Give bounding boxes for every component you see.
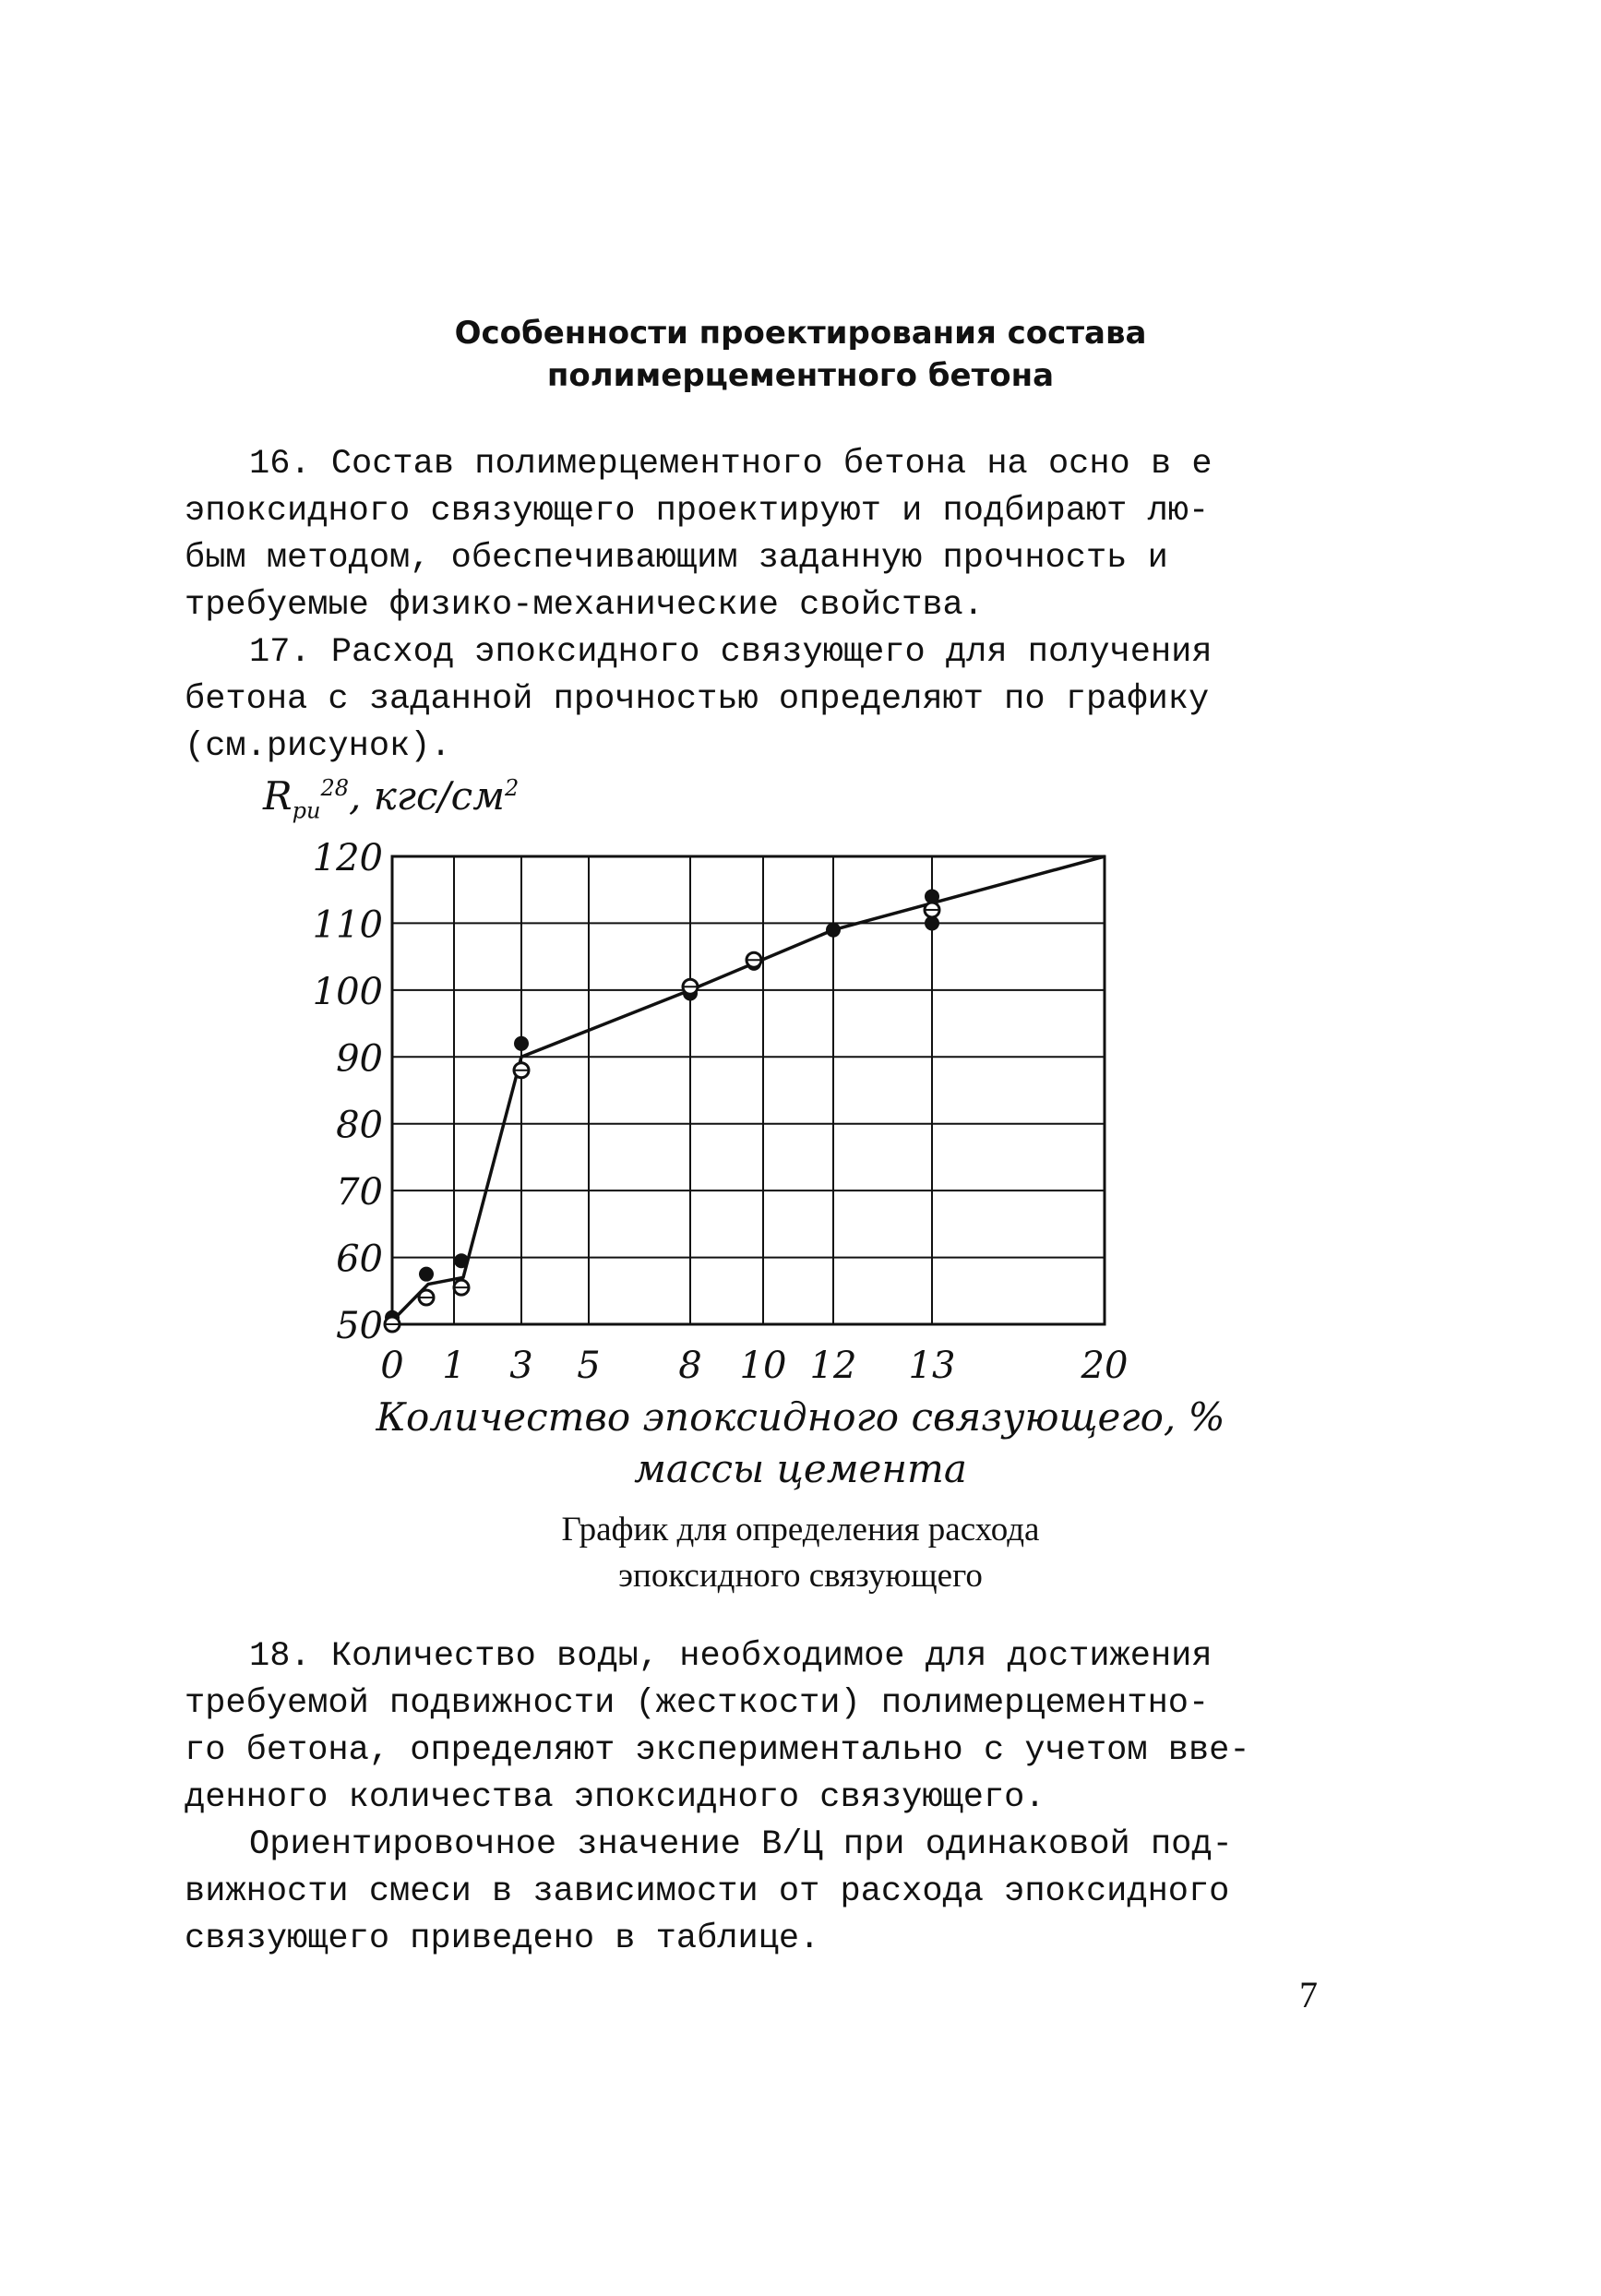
paragraph-16-line: эпоксидного связующего проектируют и подбирают лю- <box>185 492 1210 531</box>
plot-frame <box>392 856 1105 1324</box>
x-tick-label: 1 <box>442 1345 466 1387</box>
paragraph-16-line: требуемые физико-механические свойства. <box>185 586 984 625</box>
figure-caption-line-1: График для определения расхода <box>561 1511 1040 1549</box>
figure-caption-line-2: эпоксидного связующего <box>618 1557 983 1595</box>
data-point-filled <box>514 1036 529 1051</box>
paragraph-18-line: денного количества эпоксидного связующего. <box>185 1778 1045 1817</box>
x-axis-title-line-2: массы цемента <box>634 1446 967 1491</box>
data-point-filled <box>826 923 841 938</box>
figure-caption <box>0 1507 1601 1599</box>
x-tick-label: 10 <box>739 1345 787 1387</box>
paragraph-17-line: бетона с заданной прочностью определяют по графику <box>185 680 1210 719</box>
x-tick-label: 0 <box>380 1345 404 1387</box>
y-tick-label: 50 <box>336 1305 383 1347</box>
x-tick-label: 3 <box>509 1345 533 1387</box>
paragraph-16-line: 16. Состав полимерцементного бетона на осно в е <box>249 445 1213 484</box>
paragraph-18 <box>185 1633 1356 1822</box>
y-tick-label: 70 <box>336 1171 383 1214</box>
x-tick-label: 8 <box>678 1345 702 1387</box>
y-axis-unit-text: , кгс/см <box>349 773 506 819</box>
x-axis-title <box>0 1392 1601 1495</box>
section-title-line-1: Особенности проектирования состава <box>454 315 1147 352</box>
paragraph-19 <box>185 1822 1356 1963</box>
paragraph-19-line: вижности смеси в зависимости от расхода эпоксидного <box>185 1872 1230 1911</box>
data-point-filled <box>454 1253 469 1268</box>
paragraph-17-line: (см.рисунок). <box>185 727 451 766</box>
x-tick-label: 5 <box>577 1345 601 1387</box>
paragraph-18-line: го бетона, определяют экспериментально с учетом вве- <box>185 1731 1250 1770</box>
paragraph-19-line: связующего приведено в таблице. <box>185 1919 820 1958</box>
x-tick-label: 13 <box>908 1345 956 1387</box>
y-tick-label: 60 <box>336 1238 383 1281</box>
paragraph-17-line: 17. Расход эпоксидного связующего для получения <box>249 633 1213 672</box>
y-axis-unit-power: 2 <box>505 775 520 801</box>
x-tick-label: 20 <box>1081 1345 1129 1387</box>
y-tick-label: 90 <box>336 1037 383 1081</box>
y-axis-unit-superscript: 28 <box>320 775 349 801</box>
y-tick-label: 110 <box>312 903 383 947</box>
y-tick-label: 80 <box>336 1104 383 1147</box>
paragraph-16-line: бым методом, обеспечивающим заданную прочность и <box>185 539 1168 578</box>
page-number: 7 <box>1299 1974 1318 2015</box>
y-tick-label: 100 <box>312 970 383 1013</box>
paragraph-18-line: требуемой подвижности (жесткости) полимерцементно- <box>185 1684 1210 1723</box>
x-axis-title-line-1: Количество эпоксидного связующего, % <box>376 1394 1225 1440</box>
paragraph-18-line: 18. Количество воды, необходимое для достижения <box>249 1637 1213 1676</box>
paragraph-19-line: Ориентировочное значение В/Ц при одинаковой под- <box>249 1825 1233 1864</box>
y-axis-unit-subscript: ри <box>292 797 321 824</box>
fitted-curve <box>392 856 1105 1321</box>
section-title-line-2: полимерцементного бетона <box>546 357 1055 394</box>
y-axis-unit-symbol: R <box>263 773 293 819</box>
y-tick-label: 120 <box>312 837 383 879</box>
x-tick-label: 12 <box>809 1345 857 1387</box>
data-point-filled <box>419 1267 434 1282</box>
